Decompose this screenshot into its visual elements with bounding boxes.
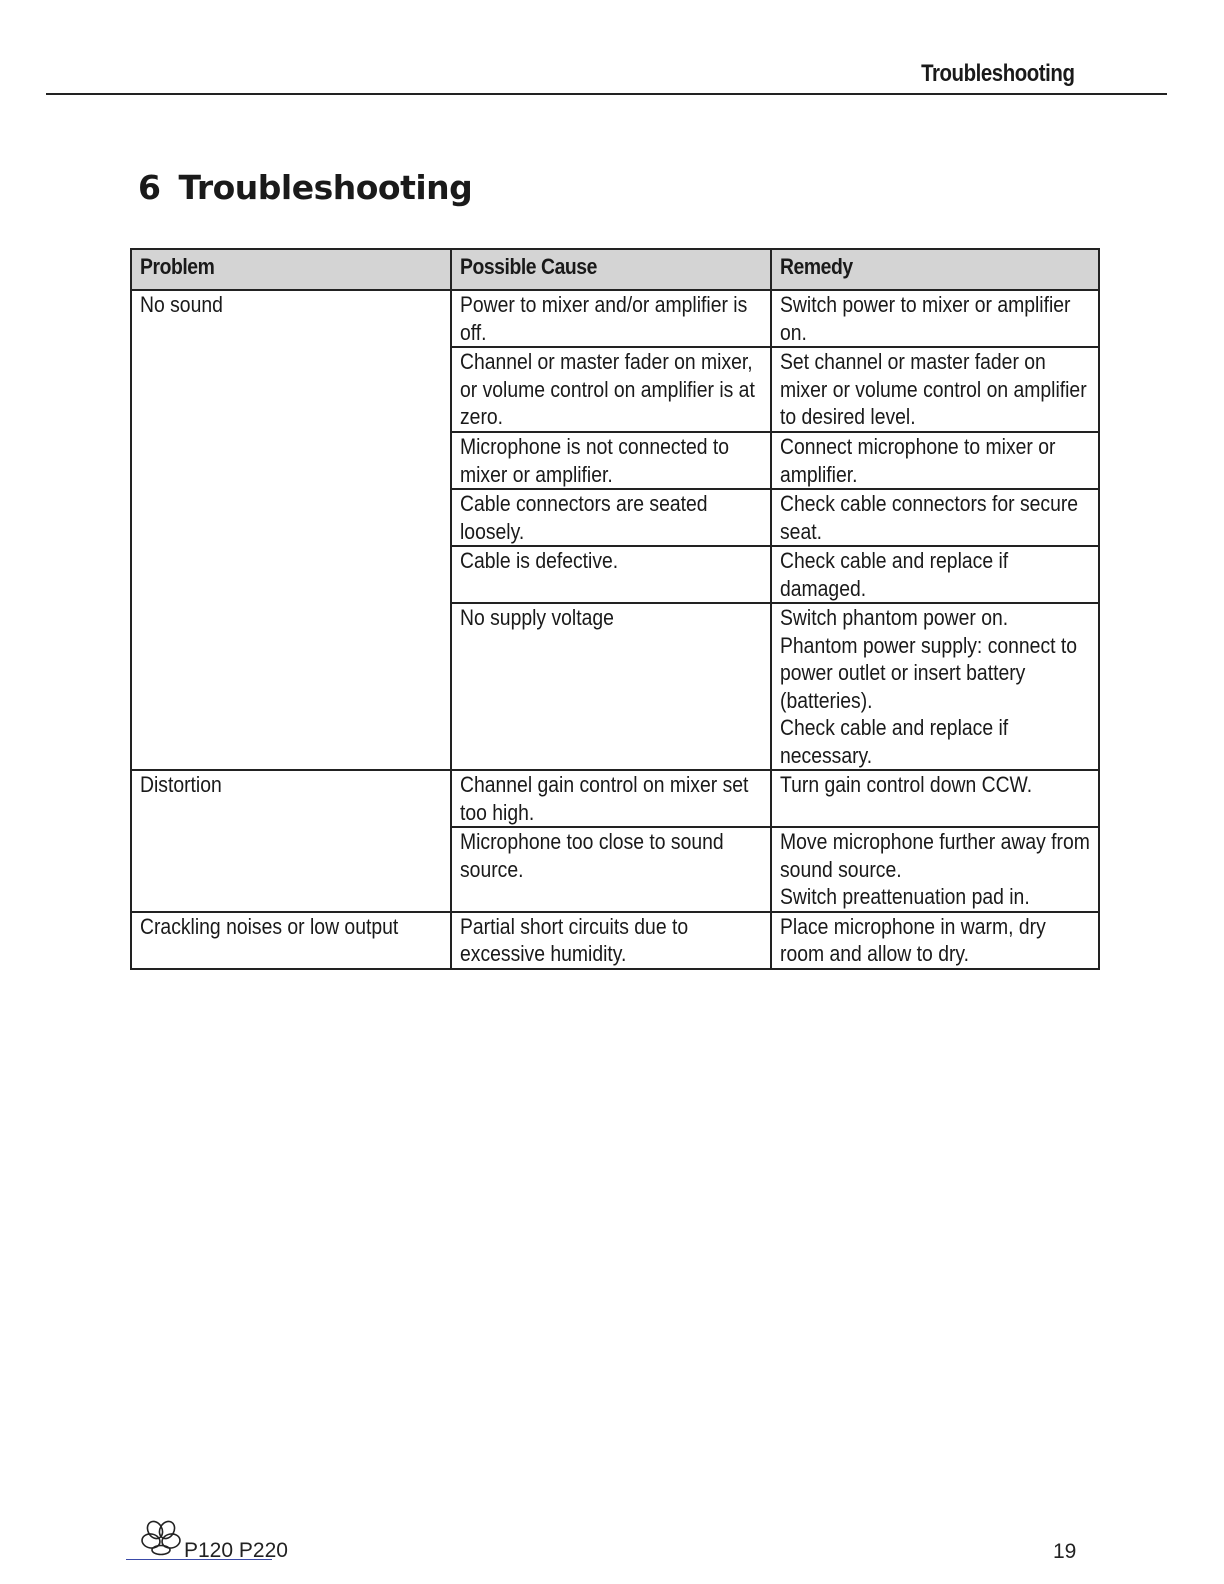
table-header-row xyxy=(131,249,1099,290)
cause-cell: Cable connectors are seated loosely. xyxy=(451,489,771,546)
running-header: Troubleshooting xyxy=(920,60,1074,87)
akg-logo-icon xyxy=(140,1518,182,1558)
remedy-cell: Switch phantom power on. Phantom power supply: connect to power outlet or insert battery (batteries). Check cable and replace if necessary. xyxy=(771,603,1099,770)
remedy-cell: Connect microphone to mixer or amplifier. xyxy=(771,432,1099,489)
remedy-cell: Place microphone in warm, dry room and allow to dry. xyxy=(771,912,1099,969)
remedy-cell: Switch power to mixer or amplifier on. xyxy=(771,290,1099,347)
table-row xyxy=(131,770,1099,827)
remedy-cell: Check cable connectors for secure seat. xyxy=(771,489,1099,546)
column-header-problem: Problem xyxy=(131,249,451,290)
problem-cell: Crackling noises or low output xyxy=(131,912,451,969)
cause-cell: Channel or master fader on mixer, or volume control on amplifier is at zero. xyxy=(451,347,771,432)
cause-cell: Channel gain control on mixer set too high. xyxy=(451,770,771,827)
footer-model-name: P120 P220 xyxy=(184,1539,288,1562)
remedy-cell: Set channel or master fader on mixer or volume control on amplifier to desired level. xyxy=(771,347,1099,432)
cause-cell: Microphone is not connected to mixer or amplifier. xyxy=(451,432,771,489)
troubleshooting-table xyxy=(130,248,1100,970)
cause-cell: Power to mixer and/or amplifier is off. xyxy=(451,290,771,347)
remedy-cell: Turn gain control down CCW. xyxy=(771,770,1099,827)
section-title-text: Troubleshooting xyxy=(178,168,473,207)
page-number: 19 xyxy=(1053,1540,1077,1563)
section-number: 6 xyxy=(138,168,161,207)
problem-cell: Distortion xyxy=(131,770,451,912)
page-title xyxy=(138,168,472,207)
problem-cell: No sound xyxy=(131,290,451,770)
table-row xyxy=(131,912,1099,969)
column-header-possible-cause: Possible Cause xyxy=(451,249,771,290)
footer-divider xyxy=(126,1559,272,1560)
remedy-cell: Check cable and replace if damaged. xyxy=(771,546,1099,603)
table-row xyxy=(131,290,1099,347)
column-header-remedy: Remedy xyxy=(771,249,1099,290)
cause-cell: Microphone too close to sound source. xyxy=(451,827,771,912)
cause-cell: No supply voltage xyxy=(451,603,771,770)
header-divider xyxy=(46,93,1167,95)
remedy-cell: Move microphone further away from sound source. Switch preattenuation pad in. xyxy=(771,827,1099,912)
cause-cell: Cable is defective. xyxy=(451,546,771,603)
cause-cell: Partial short circuits due to excessive humidity. xyxy=(451,912,771,969)
